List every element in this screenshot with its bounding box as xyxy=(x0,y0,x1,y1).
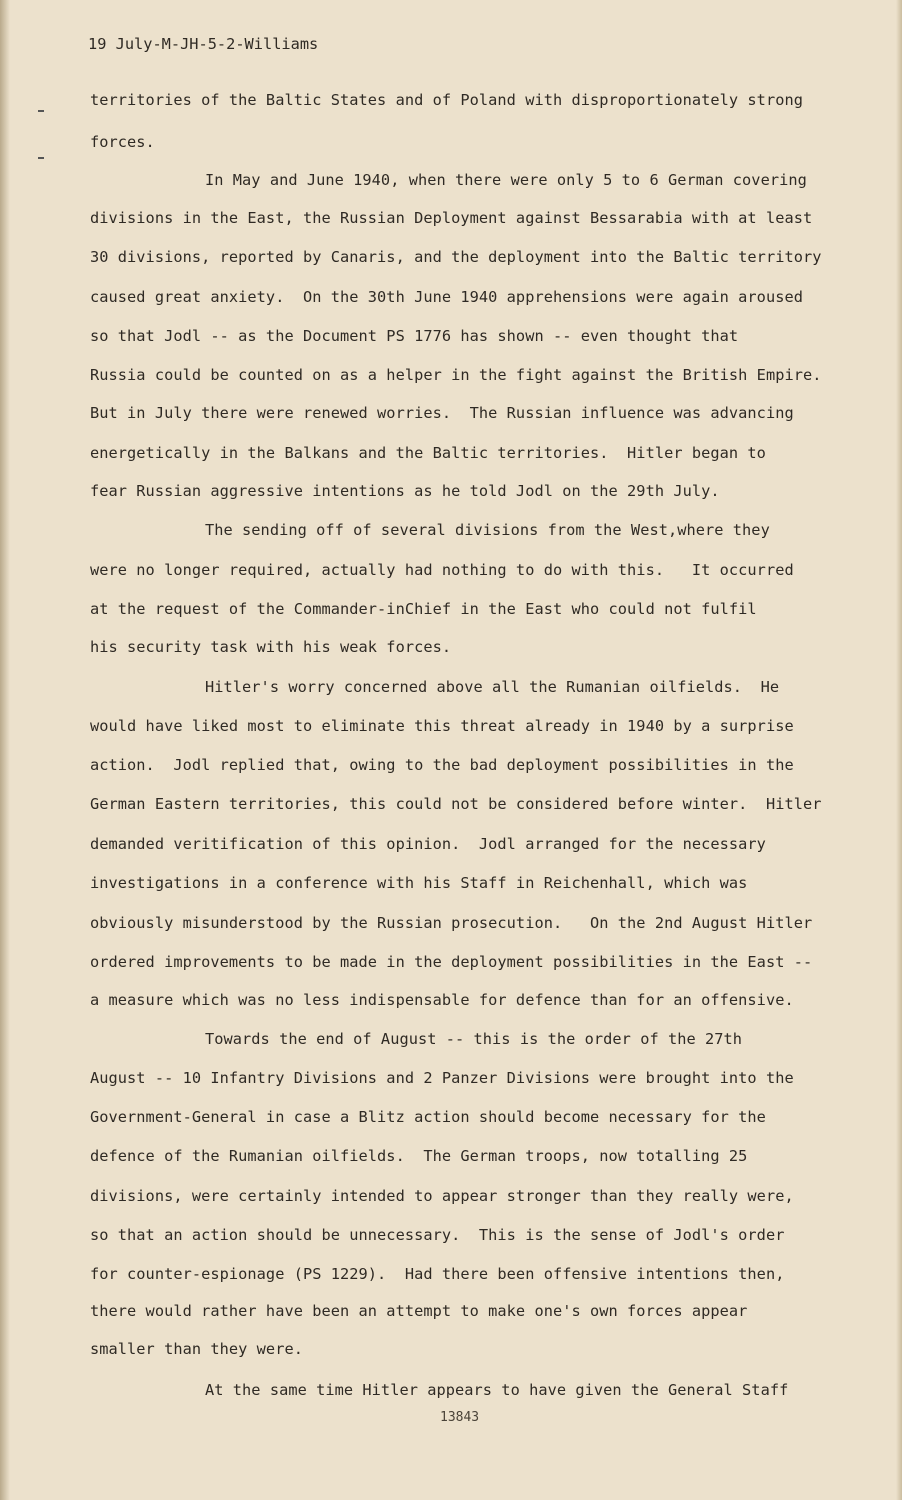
text-line: 30 divisions, reported by Canaris, and the deployment into the Baltic territory xyxy=(90,248,822,266)
text-line: forces. xyxy=(90,133,155,151)
text-line: The sending off of several divisions from the West,where they xyxy=(205,521,770,539)
text-line: for counter-espionage (PS 1229). Had there been offensive intentions then, xyxy=(90,1265,785,1283)
page-number: 13843 xyxy=(440,1410,480,1425)
text-line: Towards the end of August -- this is the order of the 27th xyxy=(205,1030,743,1048)
text-line: so that Jodl -- as the Document PS 1776 has shown -- even thought that xyxy=(90,327,739,345)
text-line: investigations in a conference with his Staff in Reichenhall, which was xyxy=(90,874,748,892)
text-line: At the same time Hitler appears to have given the General Staff xyxy=(205,1381,789,1399)
text-line: were no longer required, actually had nothing to do with this. It occurred xyxy=(90,561,794,579)
text-line: August -- 10 Infantry Divisions and 2 Panzer Divisions were brought into the xyxy=(90,1069,794,1087)
text-line: so that an action should be unnecessary. This is the sense of Jodl's order xyxy=(90,1226,785,1244)
text-line: ordered improvements to be made in the deployment possibilities in the East -- xyxy=(90,953,813,971)
text-line: at the request of the Commander-inChief in the East who could not fulfil xyxy=(90,600,757,618)
text-line: demanded veritification of this opinion. Jodl arranged for the necessary xyxy=(90,835,766,853)
text-line: his security task with his weak forces. xyxy=(90,638,452,656)
text-line: But in July there were renewed worries. The Russian influence was advancing xyxy=(90,404,794,422)
text-line: In May and June 1940, when there were only 5 to 6 German covering xyxy=(205,171,807,189)
text-line: Hitler's worry concerned above all the Rumanian oilfields. He xyxy=(205,678,780,696)
text-line: divisions, were certainly intended to appear stronger than they really were, xyxy=(90,1187,794,1205)
page-left-edge xyxy=(0,0,10,1500)
margin-mark xyxy=(38,157,44,159)
text-line: a measure which was no less indispensable for defence than for an offensive. xyxy=(90,991,794,1009)
text-line: defence of the Rumanian oilfields. The German troops, now totalling 25 xyxy=(90,1147,748,1165)
text-line: energetically in the Balkans and the Baltic territories. Hitler began to xyxy=(90,444,766,462)
document-header: 19 July-M-JH-5-2-Williams xyxy=(88,35,319,53)
text-line: fear Russian aggressive intentions as he told Jodl on the 29th July. xyxy=(90,482,720,500)
text-line: territories of the Baltic States and of Poland with disproportionately strong xyxy=(90,91,803,109)
text-line: German Eastern territories, this could not be considered before winter. Hitler xyxy=(90,795,822,813)
margin-mark xyxy=(38,110,44,112)
page-right-edge xyxy=(896,0,902,1500)
text-line: would have liked most to eliminate this threat already in 1940 by a surprise xyxy=(90,717,794,735)
text-line: action. Jodl replied that, owing to the bad deployment possibilities in the xyxy=(90,756,794,774)
text-line: obviously misunderstood by the Russian prosecution. On the 2nd August Hitler xyxy=(90,914,813,932)
text-line: Government-General in case a Blitz action should become necessary for the xyxy=(90,1108,766,1126)
text-line: Russia could be counted on as a helper in the fight against the British Empire. xyxy=(90,366,822,384)
text-line: divisions in the East, the Russian Deployment against Bessarabia with at least xyxy=(90,209,813,227)
text-line: caused great anxiety. On the 30th June 1940 apprehensions were again aroused xyxy=(90,288,803,306)
text-line: smaller than they were. xyxy=(90,1340,303,1358)
text-line: there would rather have been an attempt to make one's own forces appear xyxy=(90,1302,748,1320)
